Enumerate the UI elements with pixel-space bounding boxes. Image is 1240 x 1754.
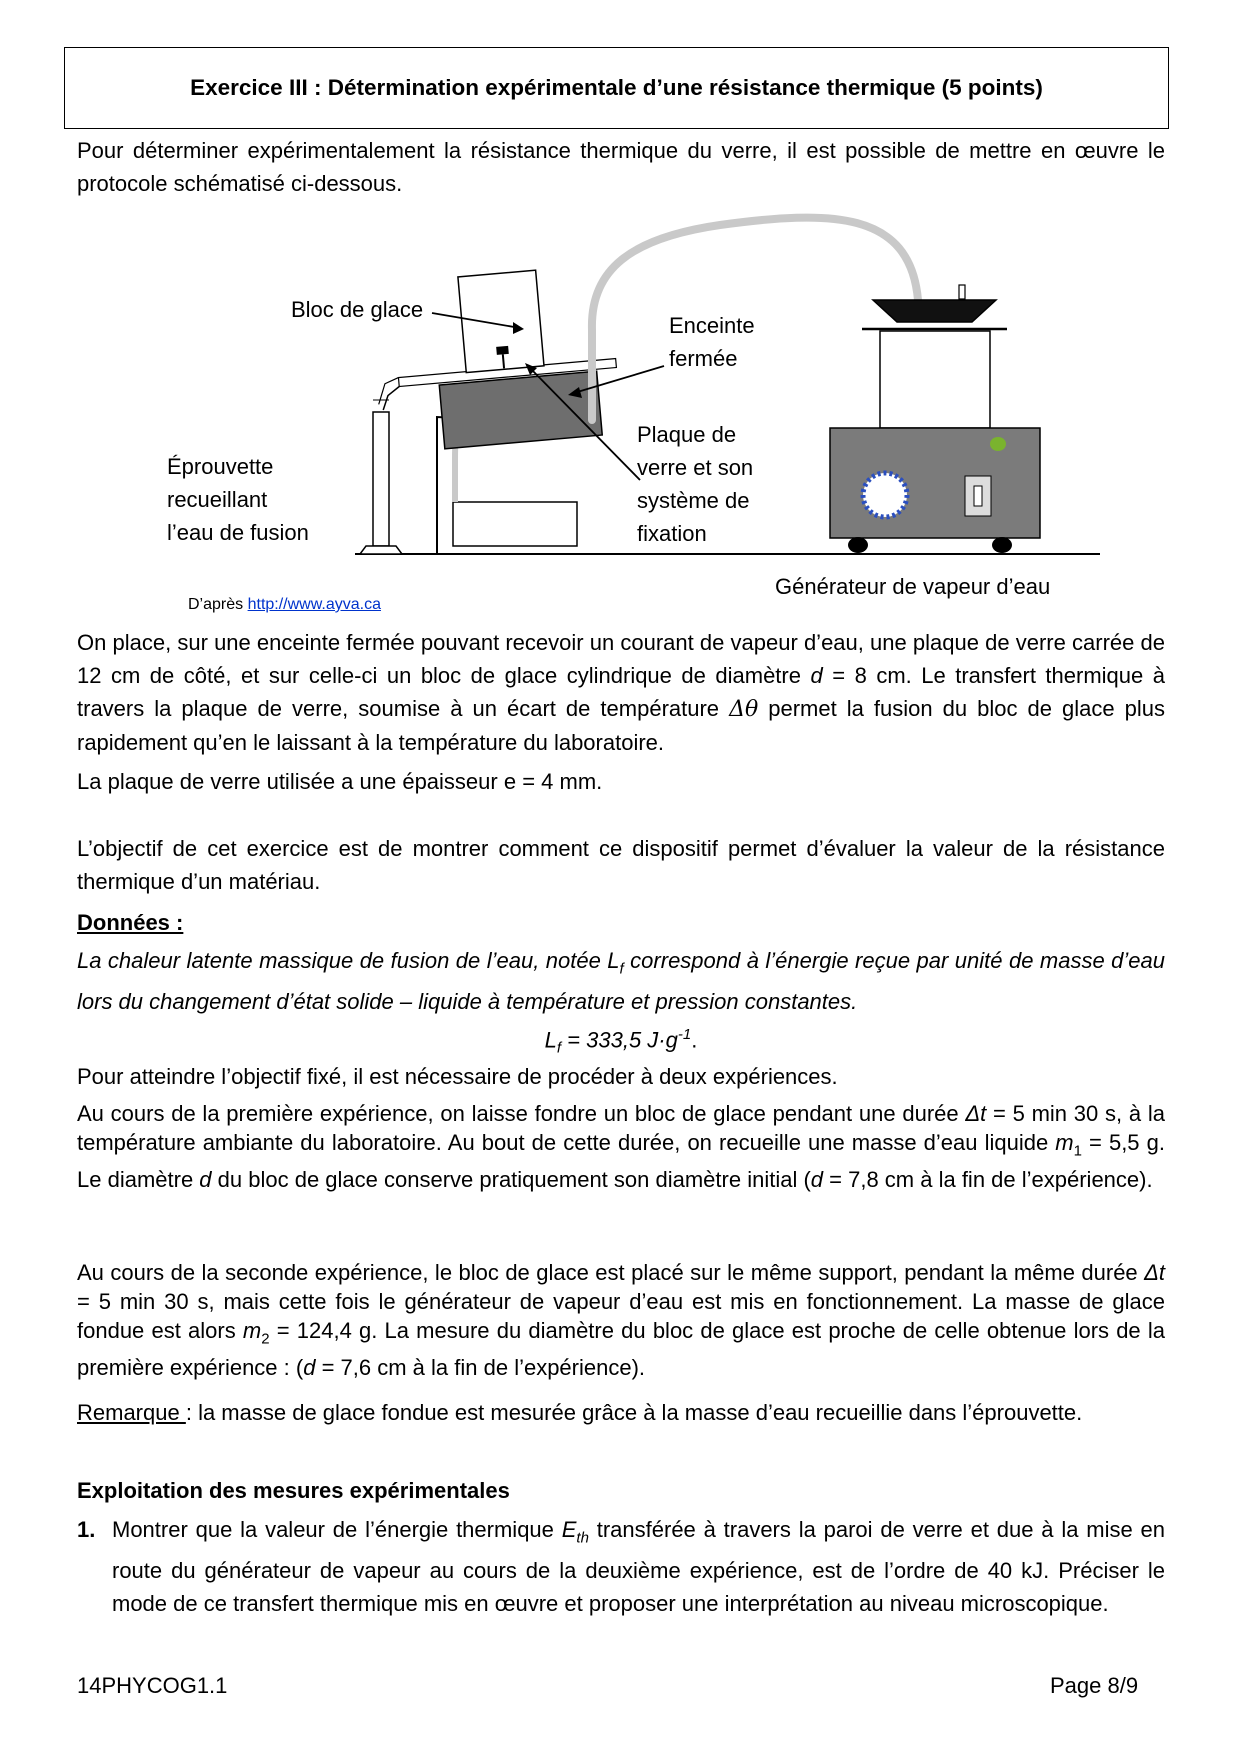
question-1-number: 1. [77,1517,96,1542]
steam-tube [592,218,918,420]
label-enclosure-2: fermée [669,346,738,371]
label-glass-1: Plaque de [637,422,737,447]
label-tube-3: l’eau de fusion [167,520,309,545]
label-tube-1: Éprouvette [167,454,274,479]
latent-heat-formula: $L_f = 333,5$ $J\cdot g^{-1}$. [544,1026,698,1057]
steam-generator [830,285,1040,553]
paragraph-remark: Remarque : la masse de glace fondue est mesurée grâce à la masse d’eau recueillie dans l’éprouvette. [77,1400,1083,1425]
intro-paragraph: Pour déterminer expérimentalement la résistance thermique du verre, il est possible de mettre en œuvre le protocole schématisé ci-dessous. [77,138,1165,196]
label-glass-2: verre et son [637,455,754,480]
source-link[interactable]: http://www.ayva.ca [247,596,381,613]
label-ice-block: Bloc de glace [291,297,424,322]
paragraph-setup: On place, sur une enceinte fermée pouvant recevoir un courant de vapeur d’eau, une plaque de verre carrée de 12 cm de côté, et sur celle-ci un bloc de glace cylindrique de diamètre d = 8 cm. Le transfert thermique à travers la plaque de verre, soumise à un écart de température Δθ permet la fusion du bloc de glace plus rapidement qu’en le laissant à la température du laboratoire. [77,630,1165,755]
donnees-title: Données : [77,910,184,935]
paragraph-objective: L’objectif de cet exercice est de montrer comment ce dispositif permet d’évaluer la valeur de la résistance thermique d’un matériau. [77,836,1165,894]
closed-enclosure [439,371,602,449]
paragraph-thickness: La plaque de verre utilisée a une épaisseur e = 4 mm. [77,769,603,794]
label-tube-2: recueillant [167,487,268,512]
collector-box [453,502,577,546]
donnees-text: La chaleur latente massique de fusion de l’eau, notée $L_f$ correspond à l’énergie reçue par unité de masse d’eau lors du changement d’état solide – liquide à température et pression constantes. [77,948,1165,1015]
ice-block [458,270,544,372]
label-glass-4: fixation [637,521,707,546]
fixation-clamp [496,346,509,355]
label-glass-3: système de [637,488,750,513]
exercise-title: Exercice III : Détermination expérimentale d’une résistance thermique (5 points) [190,75,1043,100]
paragraph-experiment-2: Au cours de la seconde expérience, le bloc de glace est placé sur le même support, pendant la même durée Δt = 5 min 30 s, mais cette fois le générateur de vapeur d’eau est mis en fonctionnement. La masse de glace fondue est alors $m_2 = 124,4$ g. La mesure du diamètre du bloc de glace est proche de celle obtenue lors de la première expérience : (d = 7,6 cm à la fin de l’expérience). [77,1260,1165,1381]
graduated-cylinder [360,400,402,554]
figure-source: D’après http://www.ayva.ca [188,596,381,613]
label-generator: Générateur de vapeur d’eau [775,574,1051,599]
section-title: Exploitation des mesures expérimentales [77,1478,510,1503]
label-enclosure-1: Enceinte [669,313,755,338]
paragraph-experiment-1: Au cours de la première expérience, on laisse fondre un bloc de glace pendant une durée Δt = 5 min 30 s, à la température ambiante du laboratoire. Au bout de cette durée, on recueille une masse d’eau liquide $m_1 = 5,5$ g. Le diamètre d du bloc de glace conserve pratiquement son diamètre initial (d = 7,8 cm à la fin de l’expérience). [77,1101,1165,1193]
footer-page: Page 8/9 [1050,1673,1139,1698]
footer-code: 14PHYCOG1.1 [77,1673,228,1698]
question-1-text: Montrer que la valeur de l’énergie thermique $E_{th}$ transférée à travers la paroi de verre et due à la mise en route du générateur de vapeur au cours de la deuxième expérience, est de l’ordre de 40 kJ. Préciser le mode de ce transfert thermique mis en œuvre et proposer une interprétation au niveau microscopique. [112,1517,1165,1617]
paragraph-two-experiments: Pour atteindre l’objectif fixé, il est nécessaire de procéder à deux expériences. [77,1064,838,1089]
